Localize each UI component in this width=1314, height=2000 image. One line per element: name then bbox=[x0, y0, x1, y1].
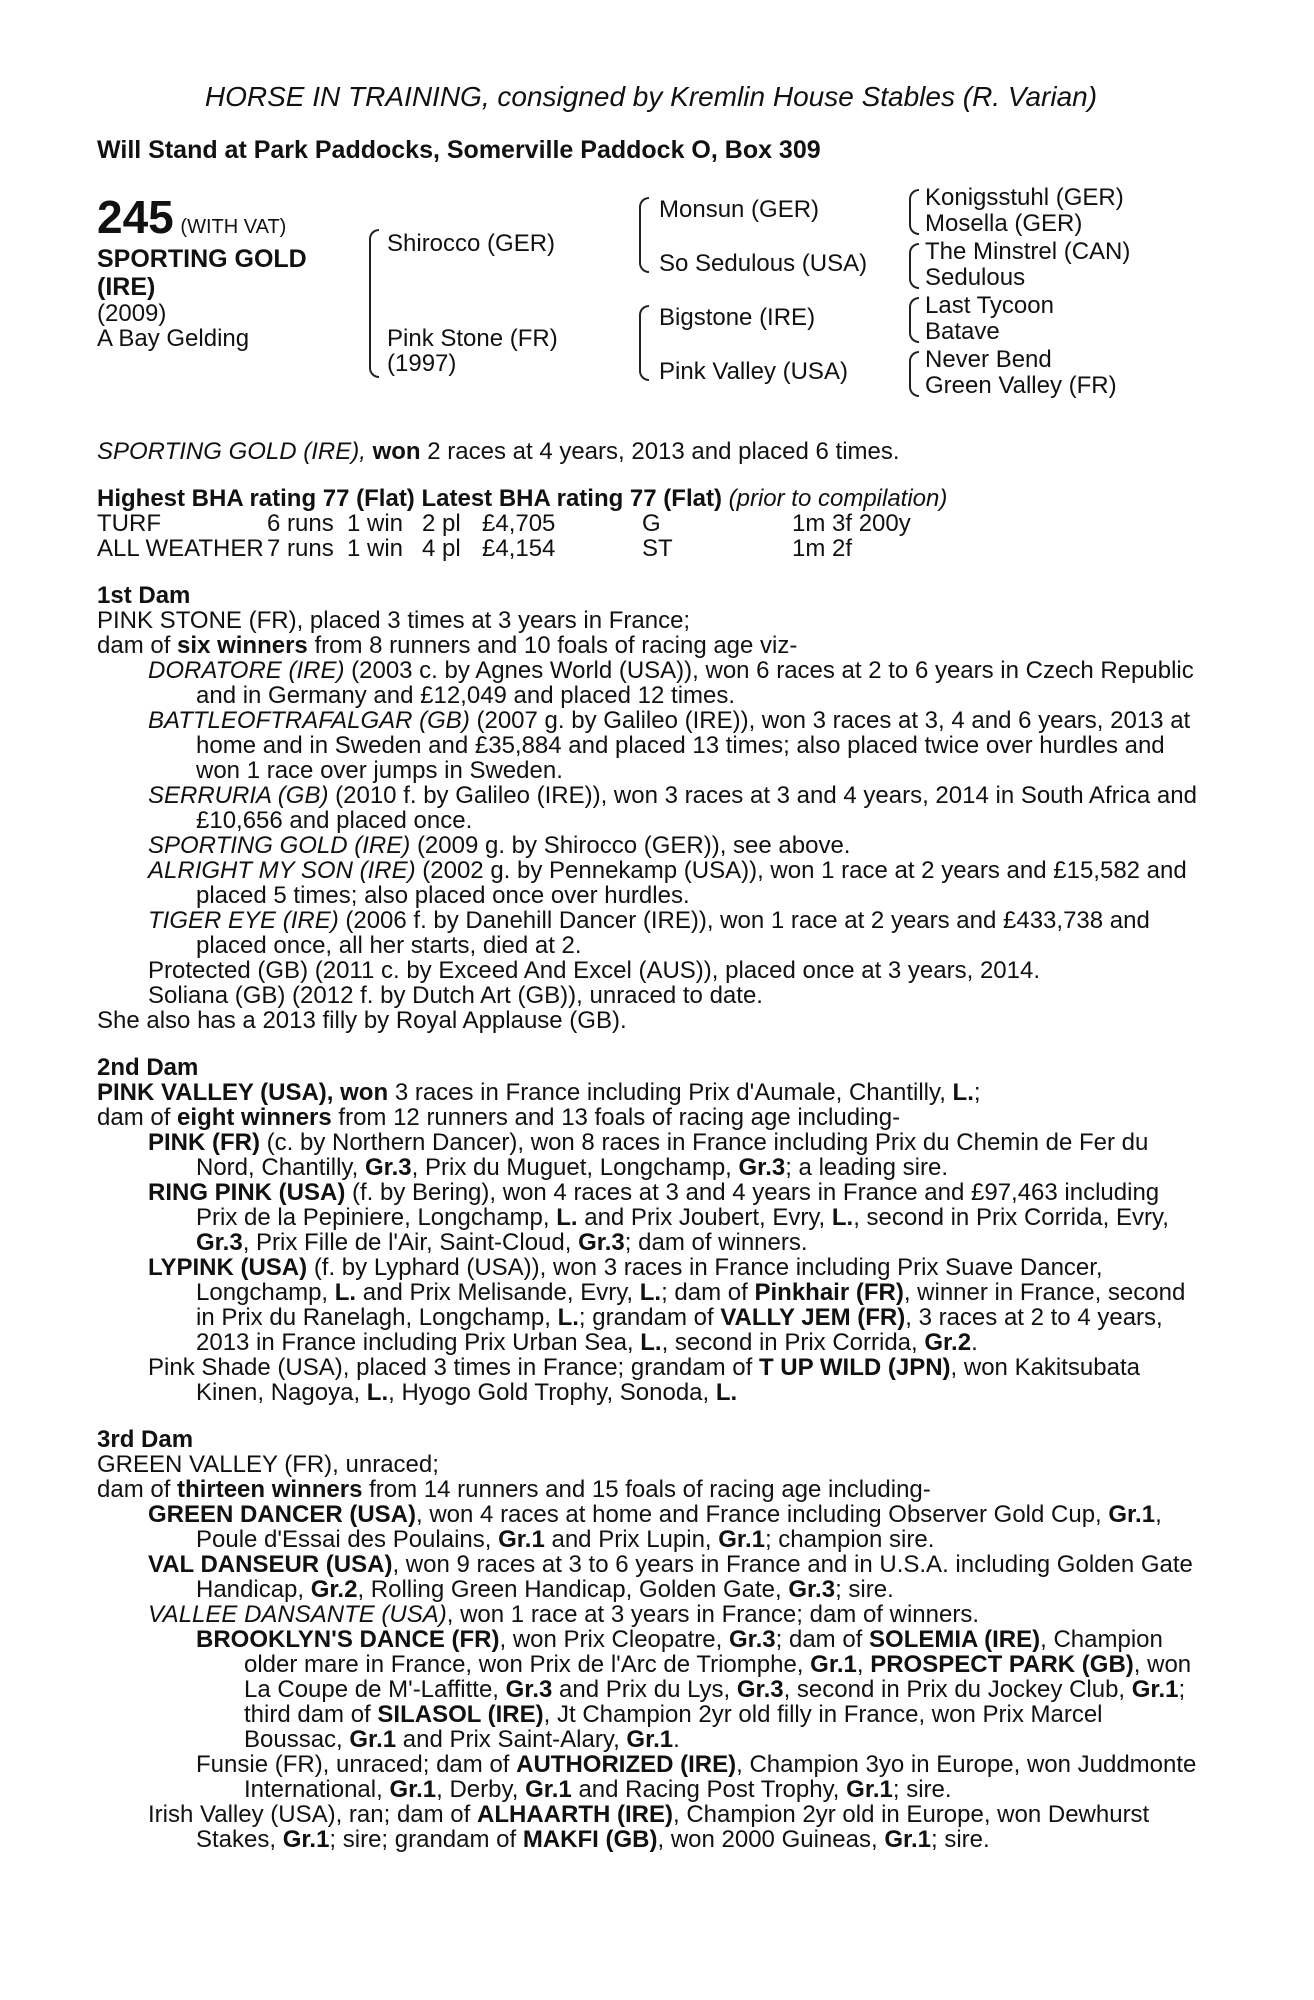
list-item: BROOKLYN'S DANCE (FR), won Prix Cleopatre, Gr.3; dam of SOLEMIA (IRE), Champion older mare in France, won Prix de l'Arc de Triomphe, Gr.1, PROSPECT PARK (GB), won La Coupe de M'-Laffitte, Gr.3 and Prix du Lys, Gr.3, second in Prix du Jockey Club, Gr.1; third dam of SILASOL (IRE), Jt Champion 2yr old filly in France, won Prix Marcel Boussac, Gr.1 and Prix Saint-Alary, Gr.1. bbox=[196, 1626, 1192, 1753]
catalogue-page bbox=[97, 80, 1205, 1852]
bracket-sd bbox=[909, 243, 919, 289]
list-item: SPORTING GOLD (IRE) (2009 g. by Shirocco (GER)), see above. bbox=[148, 832, 851, 859]
pedigree-dam: Pink Stone (FR) bbox=[387, 325, 558, 352]
list-item: VAL DANSEUR (USA), won 9 races at 3 to 6 years in France and in U.S.A. including Golden Gate Handicap, Gr.2, Rolling Green Handicap, Golden Gate, Gr.3; sire. bbox=[148, 1551, 1193, 1603]
horse-name-line2: (IRE) bbox=[97, 273, 156, 301]
stand-location: Will Stand at Park Paddocks, Somerville Paddock O, Box 309 bbox=[97, 136, 821, 164]
pedigree-dam-year: (1997) bbox=[387, 350, 457, 377]
horse-name-line1: SPORTING GOLD bbox=[97, 245, 307, 273]
list-item: ALRIGHT MY SON (IRE) (2002 g. by Pennekamp (USA)), won 1 race at 2 years and £15,582 and placed 5 times; also placed once over hurdles. bbox=[148, 857, 1187, 909]
pedigree-dds: Never Bend bbox=[925, 346, 1052, 373]
list-item: Funsie (FR), unraced; dam of AUTHORIZED (IRE), Champion 3yo in Europe, won Juddmonte International, Gr.1, Derby, Gr.1 and Racing Post Trophy, Gr.1; sire. bbox=[196, 1751, 1197, 1803]
bracket-ds bbox=[909, 297, 919, 343]
pedigree-block bbox=[97, 185, 1205, 425]
third-dam-heading: 3rd Dam bbox=[97, 1426, 194, 1453]
bracket-dam bbox=[639, 305, 649, 381]
pedigree-sire-sire: Monsun (GER) bbox=[659, 196, 820, 223]
list-item: DORATORE (IRE) (2003 c. by Agnes World (USA)), won 6 races at 2 to 6 years in Czech Republic and in Germany and £12,049 and placed 12 times. bbox=[148, 657, 1194, 709]
list-item: Pink Shade (USA), placed 3 times in France; grandam of T UP WILD (JPN), won Kakitsubata Kinen, Nagoya, L., Hyogo Gold Trophy, Sonoda, L. bbox=[148, 1354, 1140, 1406]
list-item: Protected (GB) (2011 c. by Exceed And Excel (AUS)), placed once at 3 years, 2014. bbox=[148, 957, 1041, 984]
list-item: VALLEE DANSANTE (USA), won 1 race at 3 years in France; dam of winners. bbox=[148, 1601, 980, 1628]
list-item: GREEN DANCER (USA), won 4 races at home and France including Observer Gold Cup, Gr.1, Poule d'Essai des Poulains, Gr.1 and Prix Lupin, Gr.1; champion sire. bbox=[148, 1501, 1162, 1553]
second-dam-section: 2nd Dam PINK VALLEY (USA), won 3 races in France including Prix d'Aumale, Chantilly, L.; dam of eight winners from 12 runners and 13 foals of racing age including- PINK (FR) (c. by Northern Dancer), won 8 races in France including Prix du Chemin de Fer du Nord, Chantilly, Gr.3, Prix du Muguet, Longchamp, Gr.3; a leading sire. RING PINK (USA) (f. by Bering), won 4 races at 3 and 4 years in France and £97,463 including Prix de la Pepiniere, Longchamp, L. and Prix Joubert, Evry, L., second in Prix Corrida, Evry, Gr.3, Prix Fille de l'Air, Saint-Cloud, Gr.3; dam of winners. LYPINK (USA) (f. by Lyphard (USA)), won 3 races in France including Prix Suave Dancer, Longchamp, L. and Prix Melisande, Evry, L.; dam of Pinkhair (FR), winner in France, second in Prix du Ranelagh, Longchamp, L.; grandam of VALLY JEM (FR), 3 races at 2 to 4 years, 2013 in France including Prix Urban Sea, L., second in Prix Corrida, Gr.2. Pink Shade (USA), placed 3 times in France; grandam of T UP WILD (JPN), won Kakitsubata Kinen, Nagoya, L., Hyogo Gold Trophy, Sonoda, L. bbox=[97, 1055, 1205, 1405]
pedigree-dam-sire: Bigstone (IRE) bbox=[659, 304, 816, 331]
list-item: Irish Valley (USA), ran; dam of ALHAARTH (IRE), Champion 2yr old in Europe, won Dewhurst Stakes, Gr.1; sire; grandam of MAKFI (GB), won 2000 Guineas, Gr.1; sire. bbox=[148, 1801, 1150, 1853]
first-dam-section: 1st Dam PINK STONE (FR), placed 3 times at 3 years in France; dam of six winners from 8 runners and 10 foals of racing age viz- DORATORE (IRE) (2003 c. by Agnes World (USA)), won 6 races at 2 to 6 years in Czech Republic and in Germany and £12,049 and placed 12 times. BATTLEOFTRAFALGAR (GB) (2007 g. by Galileo (IRE)), won 3 races at 3, 4 and 6 years, 2013 at home and in Sweden and £35,884 and placed 13 times; also placed twice over hurdles and won 1 race over jumps in Sweden. SERRURIA (GB) (2010 f. by Galileo (IRE)), won 3 races at 3 and 4 years, 2014 in South Africa and £10,656 and placed once. SPORTING GOLD (IRE) (2009 g. by Shirocco (GER)), see above. ALRIGHT MY SON (IRE) (2002 g. by Pennekamp (USA)), won 1 race at 2 years and £15,582 and placed 5 times; also placed once over hurdles. TIGER EYE (IRE) (2006 f. by Danehill Dancer (IRE)), won 1 race at 2 years and £433,738 and placed once, all her starts, died at 2. Protected (GB) (2011 c. by Exceed And Excel (AUS)), placed once at 3 years, 2014. Soliana (GB) (2012 f. by Dutch Art (GB)), unraced to date. She also has a 2013 filly by Royal Applause (GB). bbox=[97, 583, 1205, 1033]
pedigree-ddd: Green Valley (FR) bbox=[925, 372, 1117, 399]
pedigree-dsd: Batave bbox=[925, 318, 1000, 345]
pedigree-sire-dam: So Sedulous (USA) bbox=[659, 250, 868, 277]
race-summary: SPORTING GOLD (IRE), won 2 races at 4 years, 2013 and placed 6 times. bbox=[97, 438, 900, 465]
bracket-sire bbox=[639, 197, 649, 273]
first-dam-heading: 1st Dam bbox=[97, 582, 191, 609]
lot-info bbox=[97, 193, 307, 351]
page-title: HORSE IN TRAINING, consigned by Kremlin House Stables (R. Varian) bbox=[204, 81, 1098, 112]
second-dam-heading: 2nd Dam bbox=[97, 1054, 199, 1081]
bracket-gen1 bbox=[369, 229, 379, 378]
pedigree-ssd: Mosella (GER) bbox=[925, 210, 1083, 237]
pedigree-dss: Last Tycoon bbox=[925, 292, 1054, 319]
pedigree-sds: The Minstrel (CAN) bbox=[925, 238, 1131, 265]
bracket-dd bbox=[909, 351, 919, 397]
list-item: TIGER EYE (IRE) (2006 f. by Danehill Dancer (IRE)), won 1 race at 2 years and £433,738 and placed once, all her starts, died at 2. bbox=[148, 907, 1150, 959]
list-item: RING PINK (USA) (f. by Bering), won 4 races at 3 and 4 years in France and £97,463 including Prix de la Pepiniere, Longchamp, L. and Prix Joubert, Evry, L., second in Prix Corrida, Evry, Gr.3, Prix Fille de l'Air, Saint-Cloud, Gr.3; dam of winners. bbox=[148, 1179, 1169, 1256]
pedigree-sss: Konigsstuhl (GER) bbox=[925, 184, 1124, 211]
third-dam-section: 3rd Dam GREEN VALLEY (FR), unraced; dam of thirteen winners from 14 runners and 15 foals of racing age including- GREEN DANCER (USA), won 4 races at home and France including Observer Gold Cup, Gr.1, Poule d'Essai des Poulains, Gr.1 and Prix Lupin, Gr.1; champion sire. VAL DANSEUR (USA), won 9 races at 3 to 6 years in France and in U.S.A. including Golden Gate Handicap, Gr.2, Rolling Green Handicap, Golden Gate, Gr.3; sire. VALLEE DANSANTE (USA), won 1 race at 3 years in France; dam of winners. BROOKLYN'S DANCE (FR), won Prix Cleopatre, Gr.3; dam of SOLEMIA (IRE), Champion older mare in France, won Prix de l'Arc de Triomphe, Gr.1, PROSPECT PARK (GB), won La Coupe de M'-Laffitte, Gr.3 and Prix du Lys, Gr.3, second in Prix du Jockey Club, Gr.1; third dam of SILASOL (IRE), Jt Champion 2yr old filly in France, won Prix Marcel Boussac, Gr.1 and Prix Saint-Alary, Gr.1. Funsie (FR), unraced; dam of AUTHORIZED (IRE), Champion 3yo in Europe, won Juddmonte International, Gr.1, Derby, Gr.1 and Racing Post Trophy, Gr.1; sire. Irish Valley (USA), ran; dam of ALHAARTH (IRE), Champion 2yr old in Europe, won Dewhurst Stakes, Gr.1; sire; grandam of MAKFI (GB), won 2000 Guineas, Gr.1; sire. bbox=[97, 1427, 1205, 1852]
list-item: BATTLEOFTRAFALGAR (GB) (2007 g. by Galileo (IRE)), won 3 races at 3, 4 and 6 years, 2013 at home and in Sweden and £35,884 and placed 13 times; also placed twice over hurdles and won 1 race over jumps in Sweden. bbox=[148, 707, 1191, 784]
horse-description: A Bay Gelding bbox=[97, 325, 250, 352]
list-item: LYPINK (USA) (f. by Lyphard (USA)), won 3 races in France including Prix Suave Dancer, Longchamp, L. and Prix Melisande, Evry, L.; dam of Pinkhair (FR), winner in France, second in Prix du Ranelagh, Longchamp, L.; grandam of VALLY JEM (FR), 3 races at 2 to 4 years, 2013 in France including Prix Urban Sea, L., second in Prix Corrida, Gr.2. bbox=[148, 1254, 1186, 1356]
pedigree-sdd: Sedulous bbox=[925, 264, 1026, 291]
pedigree-dam-dam: Pink Valley (USA) bbox=[659, 358, 848, 385]
list-item: PINK (FR) (c. by Northern Dancer), won 8 races in France including Prix du Chemin de Fer du Nord, Chantilly, Gr.3, Prix du Muguet, Longchamp, Gr.3; a leading sire. bbox=[148, 1129, 1149, 1181]
bracket-ss bbox=[909, 189, 919, 235]
list-item: SERRURIA (GB) (2010 f. by Galileo (IRE)), won 3 races at 3 and 4 years, 2014 in South Africa and £10,656 and placed once. bbox=[148, 782, 1197, 834]
record-row-aw: ALL WEATHER 7 runs 1 win 4 pl £4,154 ST 1m 2f bbox=[97, 535, 853, 562]
list-item: Soliana (GB) (2012 f. by Dutch Art (GB)), unraced to date. bbox=[148, 982, 763, 1009]
rating-line: Highest BHA rating 77 (Flat) Latest BHA rating 77 (Flat) (prior to compilation) bbox=[97, 485, 948, 512]
lot-number: 245 bbox=[97, 191, 174, 243]
horse-year: (2009) bbox=[97, 300, 167, 327]
record-row-turf: TURF 6 runs 1 win 2 pl £4,705 G 1m 3f 200y bbox=[97, 510, 911, 537]
lot-vat: (WITH VAT) bbox=[180, 216, 287, 238]
pedigree-sire: Shirocco (GER) bbox=[387, 230, 556, 257]
